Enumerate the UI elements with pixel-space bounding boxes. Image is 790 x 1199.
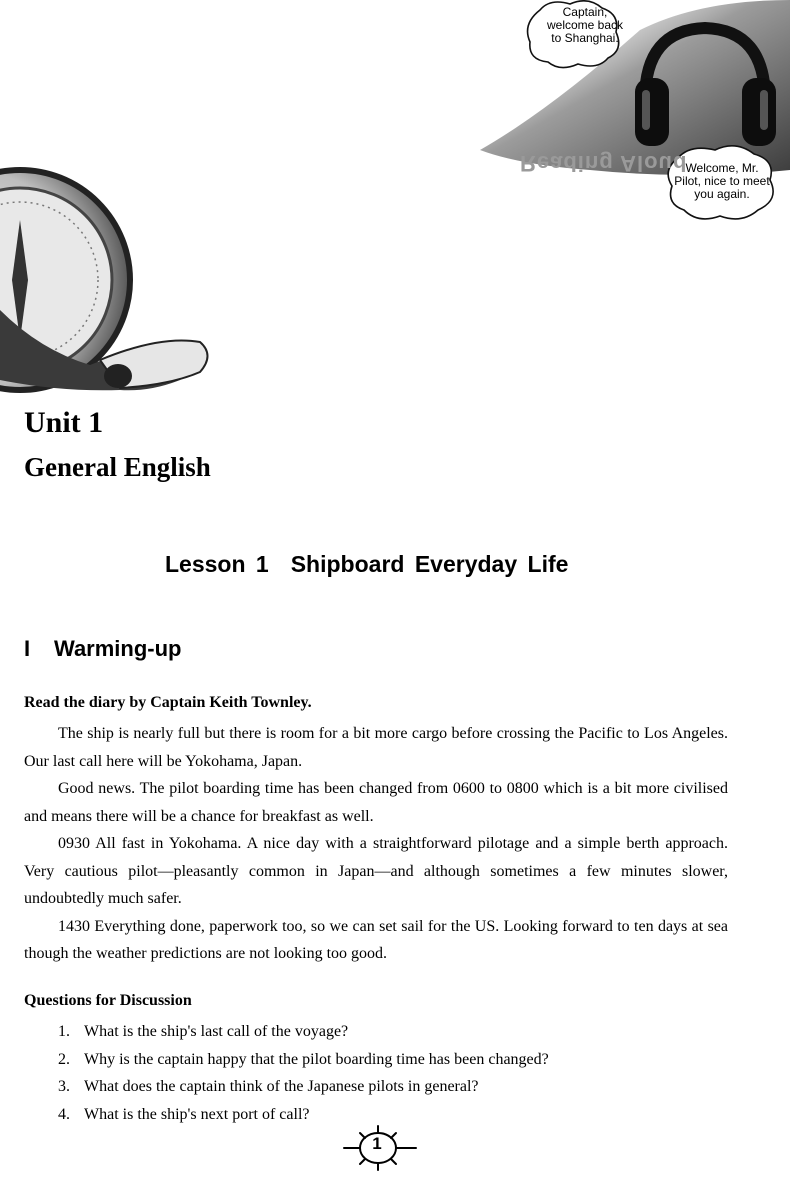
question-text: What is the ship's next port of call? — [84, 1105, 310, 1123]
question-text: What does the captain think of the Japanese pilots in general? — [84, 1078, 479, 1095]
question-item — [58, 1046, 549, 1074]
question-item — [58, 1073, 549, 1101]
diary-paragraph: 0930 All fast in Yokohama. A nice day with a straightforward pilotage and a simple berth approach. Very cautious pilot—pleasantly common in Japan—and although sometimes a few minutes slower, undoubtedly much safer. — [24, 835, 728, 907]
diary-paragraph: Good news. The pilot boarding time has been changed from 0600 to 0800 which is a bit more civilised and means there will be a chance for breakfast as well. — [24, 780, 728, 825]
question-item — [58, 1018, 549, 1046]
section-number: I — [24, 636, 31, 661]
lesson-title — [165, 551, 568, 578]
diary-paragraph: The ship is nearly full but there is room for a bit more cargo before crossing the Pacific to Los Angeles. Our last call here will be Yokohama, Japan. — [24, 725, 728, 770]
lesson-number: Lesson 1 — [165, 551, 269, 577]
diary-paragraph: 1430 Everything done, paperwork too, so we can set sail for the US. Looking forward to ten days at sea though the weather predictions are not looking too good. — [24, 917, 728, 962]
question-text: What is the ship's last call of the voyage? — [84, 1023, 349, 1040]
question-number: 1. — [58, 1023, 70, 1040]
diary-text — [24, 720, 728, 968]
question-number: 4. — [58, 1105, 70, 1123]
section-name: Warming-up — [54, 636, 182, 661]
unit-title: Unit 1 — [24, 406, 104, 439]
section-title — [24, 636, 182, 662]
unit-subtitle: General English — [24, 452, 211, 482]
question-text: Why is the captain happy that the pilot boarding time has been changed? — [84, 1050, 549, 1068]
question-number: 3. — [58, 1078, 70, 1095]
lesson-name: Shipboard Everyday Life — [290, 551, 569, 577]
compass-illustration — [0, 160, 220, 400]
questions-heading: Questions for Discussion — [24, 992, 192, 1009]
questions-list — [58, 1018, 549, 1128]
page-number: 1 — [372, 1134, 382, 1153]
question-number: 2. — [58, 1050, 70, 1068]
speech-bubble-2: Welcome, Mr. Pilot, nice to meet you again. — [674, 161, 770, 201]
diary-heading: Read the diary by Captain Keith Townley. — [24, 694, 312, 711]
mirrored-caption: Reading Aloud — [520, 151, 688, 176]
speech-bubble-1: Captain, welcome back to Shanghai. — [546, 5, 624, 45]
question-item — [58, 1101, 549, 1129]
